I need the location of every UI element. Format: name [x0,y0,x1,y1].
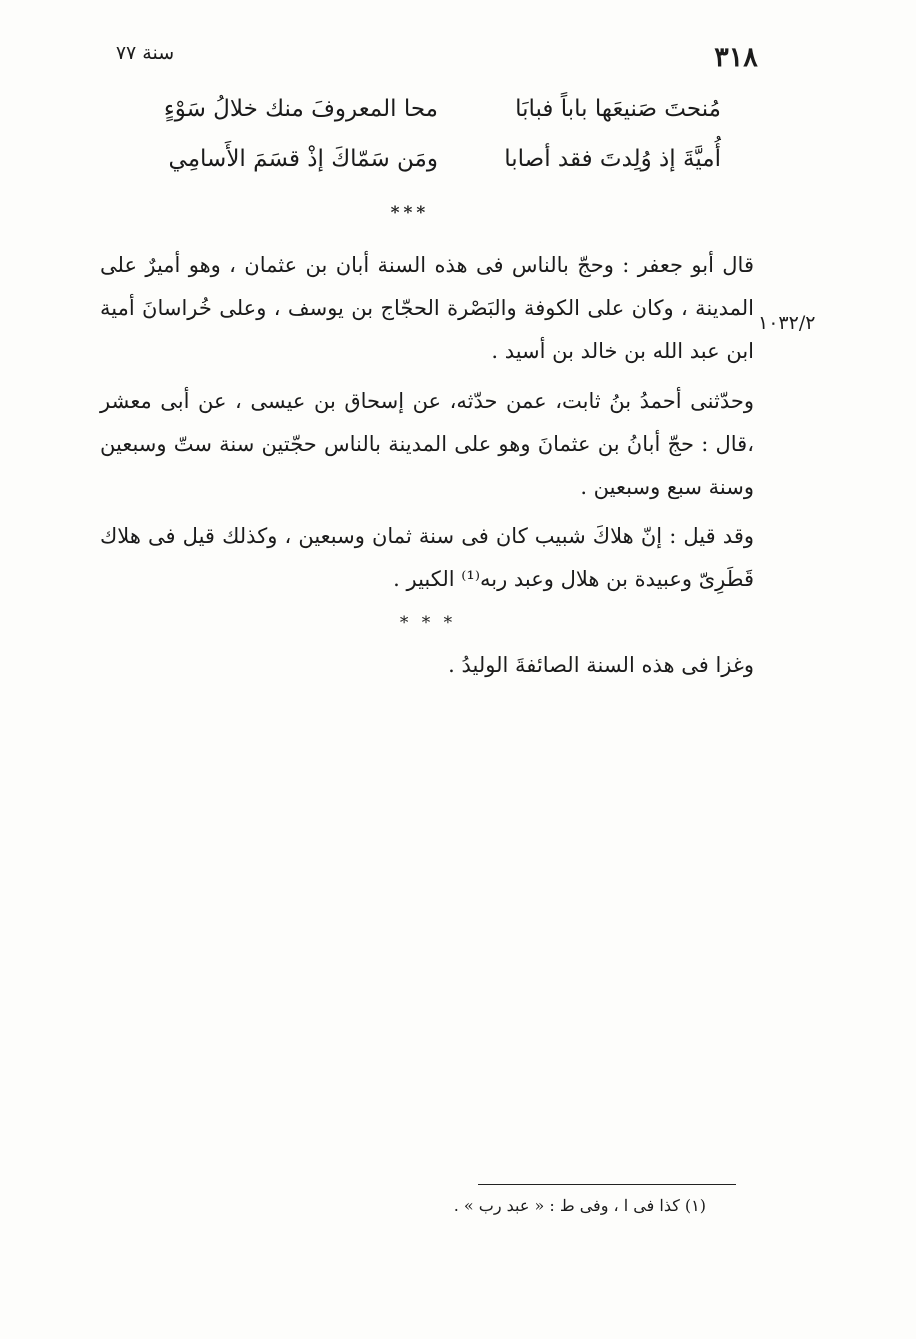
footnote-divider [478,1184,736,1185]
margin-page-reference: ١٠٣٢/٢ [758,312,816,334]
poem-line-1-second-hemistich: محا المعروفَ منك خلالُ سَوْءٍ [163,96,438,122]
paragraph-summer-raid: وغزا فى هذه السنة الصائفةَ الوليدُ . [448,653,754,677]
paragraph-shabib-death: وقد قيل : إنّ هلاكَ شبيب كان فى سنة ثمان وسبعين ، وكذلك قيل فى هلاك قَطَرِىّ وعبيدة بن هلال وعبد ربه⁽¹⁾ الكبير . [100,524,754,591]
poem-line-2-second-hemistich: ومَن سَمّاكَ إذْ قسَمَ الأَسامِي [168,146,438,172]
poem-line-2-first-hemistich: أُميَّةَ إذ وُلِدتَ فقد أصابا [504,146,721,172]
section-separator: * * * [399,613,457,633]
poem-line-1-first-hemistich: مُنحتَ صَنيعَها باباً فبابَا [515,96,721,122]
section-separator: *** [390,203,430,223]
running-head-year: سنة ٧٧ [115,42,175,64]
paragraph-hajj-leader: قال أبو جعفر : وحجّ بالناس فى هذه السنة أبان بن عثمان ، وهو أميرٌ على المدينة ، وكان على الكوفة والبَصْرة الحجّاج بن يوسف ، وعلى خُراسانَ أمية ابن عبد الله بن خالد بن أسيد . [100,253,754,363]
page-number: ٣١٨ [714,42,758,73]
footnote: (١) كذا فى ا ، وفى ط : « عبد رب » . [453,1196,706,1215]
paragraph-isnad-report: وحدّثنى أحمدُ بنُ ثابت، عمن حدّثه، عن إسحاق بن عيسى ، عن أبى معشر ،قال : حجّ أبانُ بن عثمانَ وهو على المدينة بالناس حجّتين سنة ستّ وسبعين وسنة سبع وسبعين . [100,389,754,499]
